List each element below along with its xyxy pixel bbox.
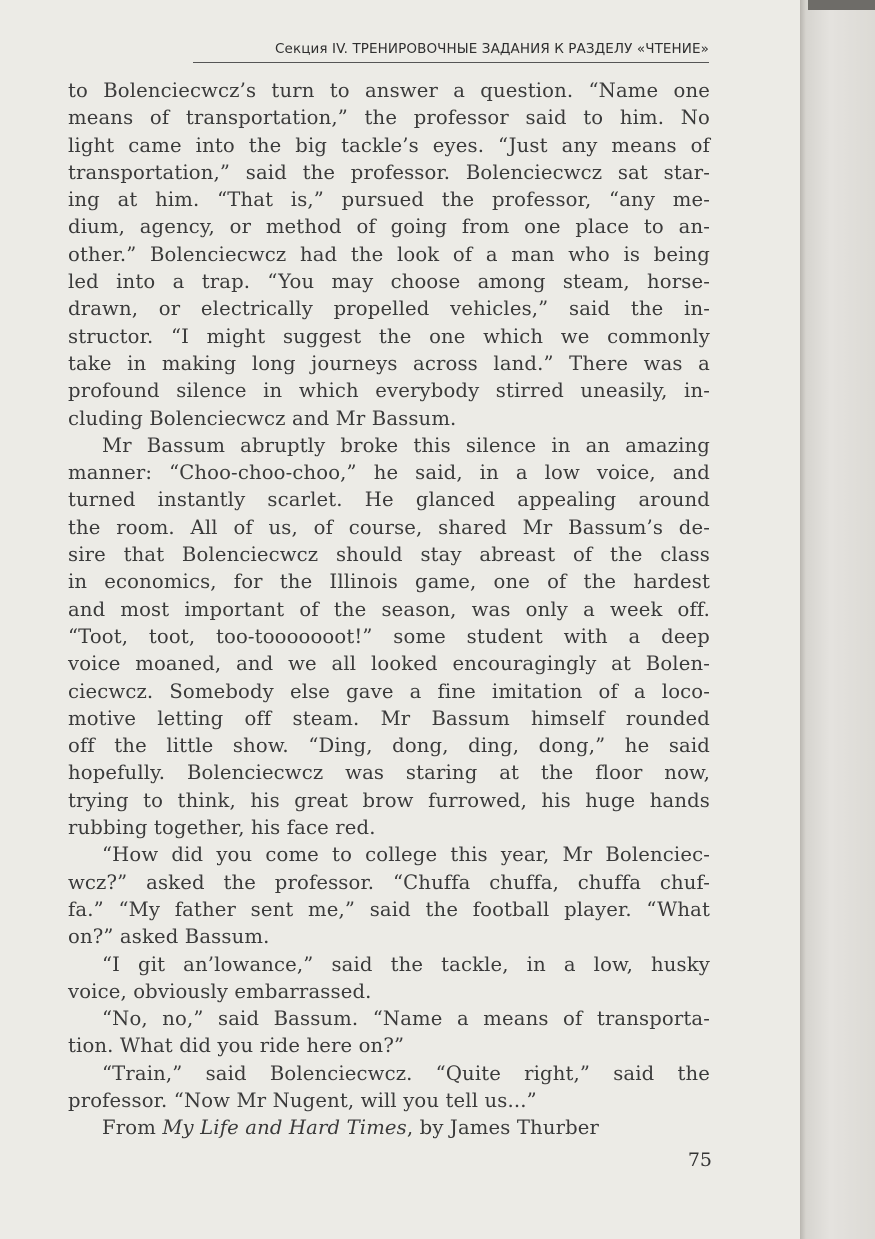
text-line: the room. All of us, of course, shared Mr Bassum’s de- <box>68 515 710 539</box>
text-line: other.” Bolenciecwcz had the look of a man who is being <box>68 242 710 266</box>
text-line: Mr Bassum abruptly broke this silence in an amazing <box>102 433 710 457</box>
credit-title: My Life and Hard Times <box>162 1116 407 1140</box>
text-line: on?” asked Bassum. <box>68 925 270 949</box>
text-line: voice, obviously embarrassed. <box>68 979 372 1003</box>
text-line: rubbing together, his face red. <box>68 816 376 840</box>
text-line: tion. What did you ride here on?” <box>68 1034 405 1058</box>
credit-suffix: , by James Thurber <box>406 1116 600 1140</box>
text-line: drawn, or electrically propelled vehicles,” said the in- <box>68 297 710 321</box>
text-line: hopefully. Bolenciecwcz was staring at the floor now, <box>68 761 710 785</box>
text-line: “Toot, toot, too-tooooooot!” some student with a deep <box>68 624 710 648</box>
text-line: cluding Bolenciecwcz and Mr Bassum. <box>68 406 457 430</box>
scanner-corner <box>808 0 875 10</box>
text-line: dium, agency, or method of going from one place to an- <box>68 215 710 239</box>
header-rule <box>193 62 709 63</box>
text-line: in economics, for the Illinois game, one of the hardest <box>68 570 710 594</box>
text-line: voice moaned, and we all looked encouragingly at Bolen- <box>68 652 710 676</box>
text-line: trying to think, his great brow furrowed, his huge hands <box>68 788 710 812</box>
body-text <box>68 77 710 1142</box>
text-line: “I git an’lowance,” said the tackle, in a low, husky <box>102 952 710 976</box>
text-line: means of transportation,” the professor said to him. No <box>68 106 710 130</box>
text-line: fa.” “My father sent me,” said the football player. “What <box>68 897 710 921</box>
text-line: profound silence in which everybody stirred uneasily, in- <box>68 379 710 403</box>
text-line: led into a trap. “You may choose among steam, horse- <box>68 270 710 294</box>
text-line: sire that Bolenciecwcz should stay abreast of the class <box>68 543 710 567</box>
text-line: manner: “Choo-choo-choo,” he said, in a low voice, and <box>68 461 710 485</box>
credit-prefix: From <box>102 1116 163 1140</box>
text-line: transportation,” said the professor. Bolenciecwcz sat star- <box>68 160 710 184</box>
text-line: “Train,” said Bolenciecwcz. “Quite right,” said the <box>102 1061 710 1085</box>
text-line: and most important of the season, was only a week off. <box>68 597 710 621</box>
page-number: 75 <box>687 1149 712 1171</box>
text-line: “No, no,” said Bassum. “Name a means of transporta- <box>102 1007 710 1031</box>
source-credit <box>68 1114 710 1141</box>
text-line: light came into the big tackle’s eyes. “Just any means of <box>68 133 710 157</box>
text-line: motive letting off steam. Mr Bassum himself rounded <box>68 706 710 730</box>
text-line: take in making long journeys across land.” There was a <box>68 351 710 375</box>
text-line: off the little show. “Ding, dong, ding, dong,” he said <box>68 734 710 758</box>
text-line: turned instantly scarlet. He glanced appealing around <box>68 488 710 512</box>
text-line: ciecwcz. Somebody else gave a fine imitation of a loco- <box>68 679 710 703</box>
text-line: to Bolenciecwcz’s turn to answer a question. “Name one <box>68 79 710 102</box>
text-line: ing at him. “That is,” pursued the professor, “any me- <box>68 188 710 212</box>
scanner-margin <box>800 0 875 1239</box>
text-line: wcz?” asked the professor. “Chuffa chuffa, chuffa chuf- <box>68 870 710 894</box>
text-line: structor. “I might suggest the one which we commonly <box>68 324 710 348</box>
running-head: Секция IV. ТРЕНИРОВОЧНЫЕ ЗАДАНИЯ К РАЗДЕЛУ «ЧТЕНИЕ» <box>275 41 709 57</box>
text-line: professor. “Now Mr Nugent, will you tell us...” <box>68 1088 537 1112</box>
text-line: “How did you come to college this year, Mr Bolenciec- <box>102 843 710 867</box>
